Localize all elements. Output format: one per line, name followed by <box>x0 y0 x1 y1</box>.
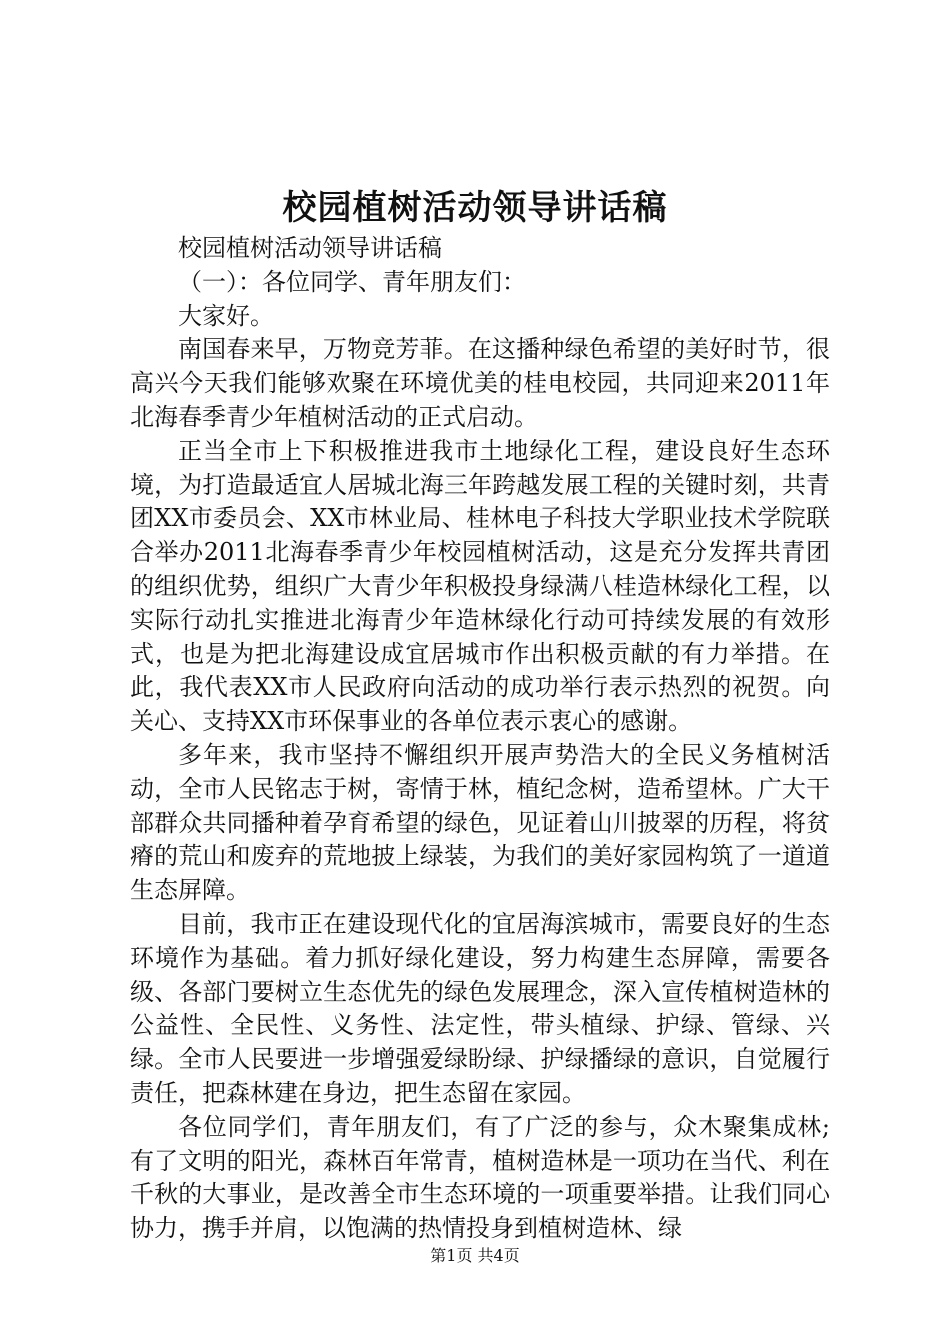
body-paragraph: 多年来，我市坚持不懈组织开展声势浩大的全民义务植树活动，全市人民铭志于树，寄情于林，植纪念树，造希望林。广大干部群众共同播种着孕育希望的绿色，见证着山川披翠的历程，将贫瘠的荒山和废弃的荒地披上绿装，为我们的美好家园构筑了一道道生态屏障。 <box>130 740 830 905</box>
body-paragraph-salutation: （一）：各位同学、青年朋友们： <box>178 267 526 296</box>
document-body <box>130 232 830 1246</box>
page-footer: 第1页 共4页 <box>430 1246 520 1265</box>
body-paragraph-heading: 校园植树活动领导讲话稿 <box>178 234 442 262</box>
body-paragraph: 正当全市上下积极推进我市土地绿化工程，建设良好生态环境，为打造最适宜人居城北海三年跨越发展工程的关键时刻，共青团XX市委员会、XX市林业局、桂林电子科技大学职业技术学院联合举办2011北海春季青少年校园植树活动，这是充分发挥共青团的组织优势，组织广大青少年积极投身绿满八桂造林绿化工程，以实际行动扎实推进北海青少年造林绿化行动可持续发展的有效形式，也是为把北海建设成宜居城市作出积极贡献的有力举措。在此，我代表XX市人民政府向活动的成功举行表示热烈的祝贺。向关心、支持XX市环保事业的各单位表示衷心的感谢。 <box>130 436 830 736</box>
body-paragraph: 南国春来早，万物竞芳菲。在这播种绿色希望的美好时节，很高兴今天我们能够欢聚在环境优美的桂电校园，共同迎来2011年北海春季青少年植树活动的正式启动。 <box>130 335 830 431</box>
body-paragraph: 各位同学们，青年朋友们，有了广泛的参与，众木聚集成林;有了文明的阳光，森林百年常青，植树造林是一项功在当代、利在千秋的大事业，是改善全市生态环境的一项重要举措。让我们同心协力，携手并肩，以饱满的热情投身到植树造林、绿 <box>130 1112 830 1243</box>
body-paragraph: 目前，我市正在建设现代化的宜居海滨城市，需要良好的生态环境作为基础。着力抓好绿化建设，努力构建生态屏障，需要各级、各部门要树立生态优先的绿色发展理念，深入宣传植树造林的公益性、全民性、义务性、法定性，带头植绿、护绿、管绿、兴绿。全市人民要进一步增强爱绿盼绿、护绿播绿的意识，自觉履行责任，把森林建在身边，把生态留在家园。 <box>130 909 830 1107</box>
document-title: 校园植树活动领导讲话稿 <box>282 188 668 228</box>
body-paragraph-greeting: 大家好。 <box>178 301 274 330</box>
